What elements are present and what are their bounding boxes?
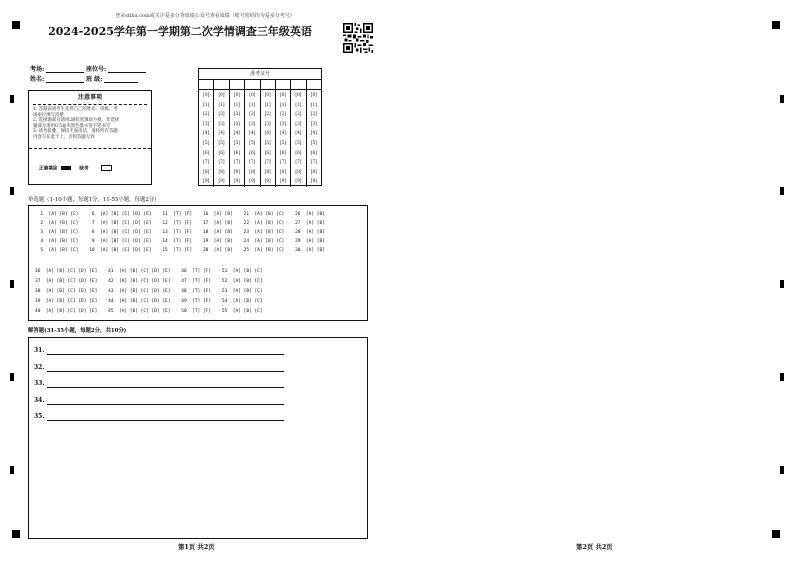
timing-mark <box>780 187 784 195</box>
exam-number-column <box>276 90 291 187</box>
choice-row[interactable]: 39 [A] [B] [C] [D] [E] 44 [A] [B] [C] [D] [E] 49 [T] [F] 54 [A] [B] [C] <box>35 299 263 304</box>
page-number-1: 第1页 共2页 <box>178 543 215 551</box>
choice-row[interactable]: 1 [A] [B] [C] 6 [A] [B] [C] [D] [E] 11 [T] [F] 16 [A] [B] 21 [A] [B] [C] 26 [A] [B] <box>35 212 325 217</box>
digit-bubble[interactable]: [2] <box>233 112 240 118</box>
digit-bubble[interactable]: [8] <box>280 169 287 175</box>
digit-bubble[interactable]: [4] <box>295 131 302 137</box>
choice-row[interactable]: 36 [A] [B] [C] [D] [E] 41 [A] [B] [C] [D] [E] 46 [T] [F] 51 [A] [B] [C] <box>35 269 263 274</box>
digit-bubble[interactable]: [7] <box>203 160 210 166</box>
digit-bubble[interactable]: [1] <box>295 102 302 108</box>
choice-row[interactable]: 3 [A] [B] [C] 8 [A] [B] [C] [D] [E] 13 [T] [F] 18 [A] [B] 23 [A] [B] [C] 28 [A] [B] <box>35 230 325 235</box>
digit-bubble[interactable]: [2] <box>249 112 256 118</box>
exam-number-column <box>230 90 245 187</box>
digit-bubble[interactable]: [4] <box>203 131 210 137</box>
digit-bubble[interactable]: [7] <box>233 160 240 166</box>
digit-bubble[interactable]: [8] <box>310 169 317 175</box>
digit-bubble[interactable]: [9] <box>249 179 256 185</box>
digit-bubble[interactable]: [3] <box>249 121 256 127</box>
digit-bubble[interactable]: [6] <box>280 150 287 156</box>
registration-mark-bottom-left <box>12 530 20 538</box>
digit-bubble[interactable]: [5] <box>264 140 271 146</box>
exam-number-bubbles <box>199 90 321 187</box>
exam-number-title: 准考证号 <box>199 69 321 80</box>
digit-bubble[interactable]: [5] <box>310 140 317 146</box>
choice-row[interactable]: 2 [A] [B] [C] 7 [A] [B] [C] [D] [E] 12 [T] [F] 17 [A] [B] 22 [A] [B] [C] 27 [A] [B] <box>35 221 325 226</box>
digit-bubble[interactable]: [4] <box>218 131 225 137</box>
digit-bubble[interactable]: [9] <box>310 179 317 185</box>
digit-bubble[interactable]: [4] <box>310 131 317 137</box>
digit-bubble[interactable]: [7] <box>264 160 271 166</box>
digit-bubble[interactable]: [5] <box>233 140 240 146</box>
timing-mark <box>10 95 14 103</box>
exam-number-column <box>307 90 321 187</box>
digit-bubble[interactable]: [1] <box>218 102 225 108</box>
digit-bubble[interactable]: [5] <box>249 140 256 146</box>
digit-bubble[interactable]: [0] <box>233 93 240 98</box>
digit-bubble[interactable]: [8] <box>218 169 225 175</box>
digit-bubble[interactable]: [3] <box>310 121 317 127</box>
digit-bubble[interactable]: [6] <box>264 150 271 156</box>
timing-mark <box>780 280 784 288</box>
answer-number: 34. <box>34 396 45 404</box>
name-label: 姓名: <box>30 76 45 83</box>
answer-number: 33. <box>34 380 45 387</box>
answer-row[interactable] <box>34 397 284 404</box>
instruction-line: 2. 选择题部分请用2B铅笔填涂方框；非选择 <box>33 118 120 124</box>
answer-row[interactable] <box>34 364 284 371</box>
instruction-line: 题部分请用0.5毫米黑色墨水签字笔书写 <box>33 123 111 129</box>
digit-bubble[interactable]: [9] <box>233 179 240 185</box>
answer-line[interactable] <box>47 371 284 372</box>
timing-mark <box>10 280 14 288</box>
seat-number-field[interactable] <box>86 64 146 73</box>
digit-bubble[interactable]: [4] <box>280 131 287 137</box>
digit-bubble[interactable]: [8] <box>203 169 210 175</box>
answer-line[interactable] <box>47 387 284 388</box>
digit-bubble[interactable]: [6] <box>295 150 302 156</box>
short-answer-box <box>28 337 368 539</box>
digit-bubble[interactable]: [0] <box>310 93 317 98</box>
digit-bubble[interactable]: [1] <box>280 102 287 108</box>
instruction-line: 3. 请勿折叠，保持卡面清洁，请将所有答题 <box>33 129 118 135</box>
timing-mark <box>780 373 784 381</box>
digit-bubble[interactable]: [1] <box>233 102 240 108</box>
choice-row[interactable]: 38 [A] [B] [C] [D] [E] 43 [A] [B] [C] [D] [E] 48 [T] [F] 53 [A] [B] [C] <box>35 289 263 294</box>
page-title: 2024-2025学年第一学期第二次学情调查三年级英语 <box>48 25 312 38</box>
digit-bubble[interactable]: [3] <box>233 121 240 127</box>
instruction-line: 场座位填写清楚 <box>33 112 64 118</box>
digit-bubble[interactable]: [0] <box>218 93 225 98</box>
choice-row[interactable]: 4 [A] [B] [C] 9 [A] [B] [C] [D] [E] 14 [T] [F] 19 [A] [B] 24 [A] [B] [C] 29 [A] [B] <box>35 239 325 244</box>
registration-mark-top-left <box>12 21 20 29</box>
instructions-list <box>33 107 147 141</box>
timing-mark <box>780 466 784 474</box>
instruction-line: 1. 答题前请考生先将自己的姓名、班级、考 <box>33 107 118 112</box>
qr-code-icon <box>343 23 373 53</box>
exam-number-input-row <box>199 80 321 90</box>
answer-row[interactable] <box>34 347 284 354</box>
digit-bubble[interactable]: [9] <box>218 179 225 185</box>
answer-line[interactable] <box>47 404 284 405</box>
digit-bubble[interactable]: [8] <box>295 169 302 175</box>
digit-bubble[interactable]: [7] <box>310 160 317 166</box>
correct-fill-label: 正确填涂 <box>39 166 58 172</box>
class-label: 班 级: <box>86 76 103 83</box>
digit-bubble[interactable]: [6] <box>218 150 225 156</box>
digit-bubble[interactable]: [0] <box>203 93 210 98</box>
timing-mark <box>10 187 14 195</box>
absent-checkbox[interactable] <box>101 165 112 171</box>
digit-bubble[interactable]: [5] <box>280 140 287 146</box>
digit-bubble[interactable]: [3] <box>203 121 210 127</box>
multiple-choice-box <box>28 205 368 321</box>
digit-bubble[interactable]: [8] <box>233 169 240 175</box>
digit-bubble[interactable]: [9] <box>264 179 271 185</box>
digit-bubble[interactable]: [4] <box>249 131 256 137</box>
digit-bubble[interactable]: [2] <box>310 112 317 118</box>
digit-bubble[interactable]: [2] <box>280 112 287 118</box>
digit-bubble[interactable]: [8] <box>249 169 256 175</box>
choice-row[interactable]: 40 [A] [B] [C] [D] [E] 45 [A] [B] [C] [D] [E] 50 [T] [F] 55 [A] [B] [C] <box>35 309 263 314</box>
short-answer-label: 解答题(31-35小题，每题2分，共10分) <box>28 328 127 334</box>
name-field[interactable] <box>30 74 84 83</box>
registration-mark-top-right <box>772 21 780 29</box>
fill-legend <box>39 165 112 172</box>
exam-number-digit-input[interactable] <box>199 80 214 89</box>
answer-line[interactable] <box>47 354 284 355</box>
answer-number: 32. <box>34 363 45 371</box>
exam-room-field[interactable] <box>30 64 84 73</box>
timing-mark <box>10 373 14 381</box>
page-number-2: 第2页 共2页 <box>576 543 613 551</box>
digit-bubble[interactable]: [1] <box>264 102 271 108</box>
digit-bubble[interactable]: [0] <box>295 93 302 98</box>
answer-number: 35. <box>34 413 45 420</box>
exam-number-column <box>199 90 214 187</box>
digit-bubble[interactable]: [2] <box>295 112 302 118</box>
answer-line[interactable] <box>47 420 284 421</box>
exam-number-column <box>291 90 306 187</box>
digit-bubble[interactable]: [2] <box>203 112 210 118</box>
class-field[interactable] <box>86 74 138 83</box>
digit-bubble[interactable]: [7] <box>218 160 225 166</box>
exam-number-grid <box>198 68 322 186</box>
digit-bubble[interactable]: [2] <box>264 112 271 118</box>
digit-bubble[interactable]: [3] <box>280 121 287 127</box>
exam-number-digit-input[interactable] <box>245 80 260 89</box>
seat-number-label: 座位号: <box>86 66 107 73</box>
filled-box-icon <box>61 166 71 170</box>
digit-bubble[interactable]: [4] <box>264 131 271 137</box>
exam-number-column <box>214 90 229 187</box>
digit-bubble[interactable]: [9] <box>203 179 210 185</box>
digit-bubble[interactable]: [1] <box>249 102 256 108</box>
answer-number: 31. <box>34 347 45 354</box>
digit-bubble[interactable]: [5] <box>203 140 210 146</box>
choice-row[interactable]: 5 [A] [B] [C] 10 [A] [B] [C] [D] [E] 15 [T] [F] 20 [A] [B] 25 [A] [B] [C] 30 [A] [B] <box>35 248 325 253</box>
digit-bubble[interactable]: [6] <box>249 150 256 156</box>
login-notice: 登录stiku.com或关注爱多分查成绩公众号查看成绩（账号密码均为爱多分考号） <box>115 13 295 19</box>
instructions-box <box>28 90 152 185</box>
digit-bubble[interactable]: [3] <box>218 121 225 127</box>
instruction-line: 内容写在此卡上，否则答题无效 <box>33 134 95 140</box>
digit-bubble[interactable]: [5] <box>218 140 225 146</box>
timing-mark <box>780 95 784 103</box>
digit-bubble[interactable]: [6] <box>233 150 240 156</box>
digit-bubble[interactable]: [9] <box>280 179 287 185</box>
digit-bubble[interactable]: [3] <box>295 121 302 127</box>
registration-mark-bottom-right <box>772 530 780 538</box>
digit-bubble[interactable]: [6] <box>203 150 210 156</box>
exam-number-digit-input[interactable] <box>291 80 306 89</box>
exam-number-digit-input[interactable] <box>307 80 321 89</box>
choice-row[interactable]: 37 [A] [B] [C] [D] [E] 42 [A] [B] [C] [D] [E] 47 [T] [F] 52 [A] [B] [C] <box>35 279 263 284</box>
digit-bubble[interactable]: [1] <box>310 102 317 108</box>
digit-bubble[interactable]: [0] <box>280 93 287 98</box>
digit-bubble[interactable]: [3] <box>264 121 271 127</box>
digit-bubble[interactable]: [4] <box>233 131 240 137</box>
exam-number-digit-input[interactable] <box>261 80 276 89</box>
exam-number-digit-input[interactable] <box>276 80 291 89</box>
answer-row[interactable] <box>34 380 284 387</box>
exam-number-column <box>261 90 276 187</box>
absent-label: 缺考 <box>79 166 89 172</box>
digit-bubble[interactable]: [0] <box>264 93 271 98</box>
digit-bubble[interactable]: [0] <box>249 93 256 98</box>
exam-number-column <box>245 90 260 187</box>
timing-mark <box>10 466 14 474</box>
digit-bubble[interactable]: [6] <box>310 150 317 156</box>
multiple-choice-label: 单选题（1-10小题，每题1分，11-55小题，每题2分） <box>28 197 160 203</box>
answer-row[interactable] <box>34 413 284 420</box>
exam-number-digit-input[interactable] <box>214 80 229 89</box>
instructions-title: 注意事项 <box>33 93 147 105</box>
digit-bubble[interactable]: [1] <box>203 102 210 108</box>
digit-bubble[interactable]: [5] <box>295 140 302 146</box>
digit-bubble[interactable]: [2] <box>218 112 225 118</box>
digit-bubble[interactable]: [8] <box>264 169 271 175</box>
digit-bubble[interactable]: [9] <box>295 179 302 185</box>
divider <box>29 148 151 149</box>
exam-room-label: 考场: <box>30 66 45 73</box>
exam-number-digit-input[interactable] <box>230 80 245 89</box>
digit-bubble[interactable]: [7] <box>249 160 256 166</box>
digit-bubble[interactable]: [7] <box>280 160 287 166</box>
digit-bubble[interactable]: [7] <box>295 160 302 166</box>
